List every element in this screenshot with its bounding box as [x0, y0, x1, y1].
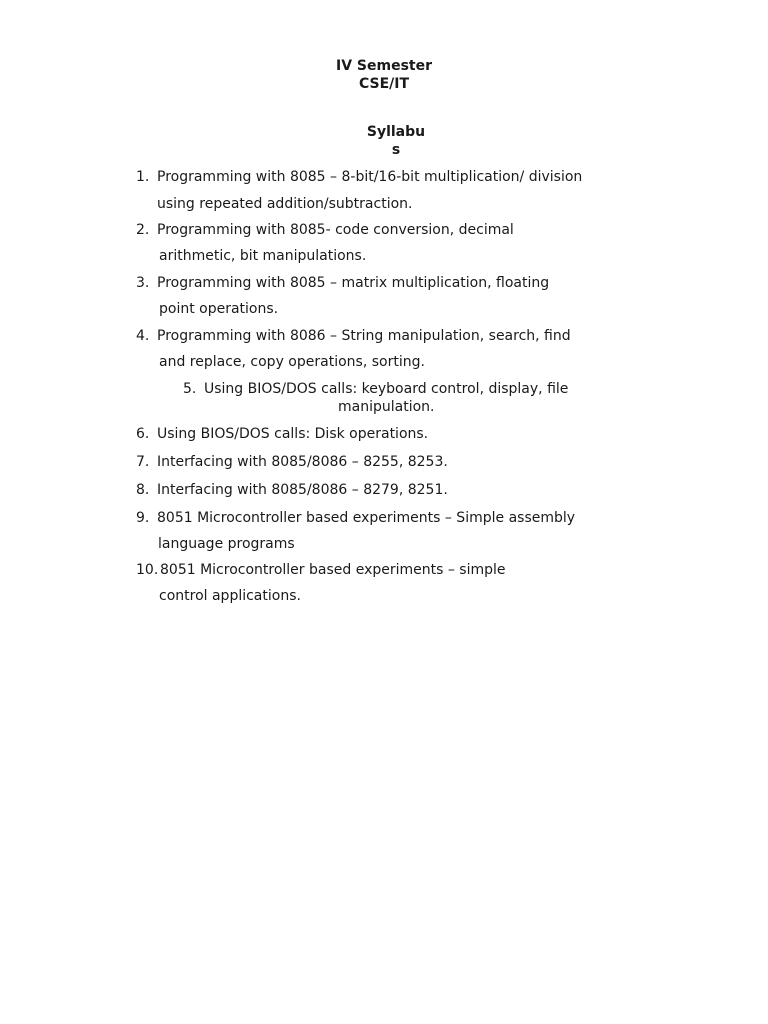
list-item-number: 8. [136, 482, 150, 498]
list-item-text: 8051 Microcontroller based experiments – simple [160, 562, 506, 578]
list-item-number: 6. [136, 426, 150, 442]
list-item-text: Interfacing with 8085/8086 – 8255, 8253. [157, 454, 448, 470]
list-item-number: 2. [136, 222, 150, 238]
semester-heading: IV Semester [335, 58, 432, 74]
list-item-number: 4. [136, 328, 150, 344]
list-item-text: Programming with 8086 – String manipulation, search, find [157, 328, 571, 344]
list-item-text-continued: arithmetic, bit manipulations. [159, 248, 367, 264]
list-item-text-continued: and replace, copy operations, sorting. [159, 354, 425, 370]
list-item-number: 10. [136, 562, 159, 578]
list-item-text-continued: point operations. [159, 301, 279, 317]
list-item-text: 8051 Microcontroller based experiments – Simple assembly [157, 510, 576, 526]
list-item-text: Programming with 8085 – 8-bit/16-bit multiplication/ division [157, 169, 583, 185]
list-item-text-continued: language programs [158, 536, 295, 552]
list-item-text-continued: control applications. [159, 588, 301, 604]
department-heading: CSE/IT [358, 76, 410, 92]
list-item-number: 3. [136, 275, 150, 291]
list-item-number: 9. [136, 510, 150, 526]
list-item-number: 1. [136, 169, 150, 185]
list-item-text: Programming with 8085 – matrix multiplication, floating [157, 275, 550, 291]
list-item-text: Programming with 8085- code conversion, decimal [157, 222, 514, 238]
syllabus-title-wrap: s [391, 142, 401, 158]
list-item-number: 7. [136, 454, 150, 470]
list-item-text-continued: manipulation. [338, 399, 435, 415]
list-item-text: Using BIOS/DOS calls: keyboard control, display, file [204, 381, 569, 397]
list-item-text: Using BIOS/DOS calls: Disk operations. [157, 426, 429, 442]
syllabus-title: Syllabu [366, 124, 426, 140]
list-item-text-continued: using repeated addition/subtraction. [157, 196, 413, 212]
list-item-number: 5. [183, 381, 197, 397]
list-item-text: Interfacing with 8085/8086 – 8279, 8251. [157, 482, 448, 498]
